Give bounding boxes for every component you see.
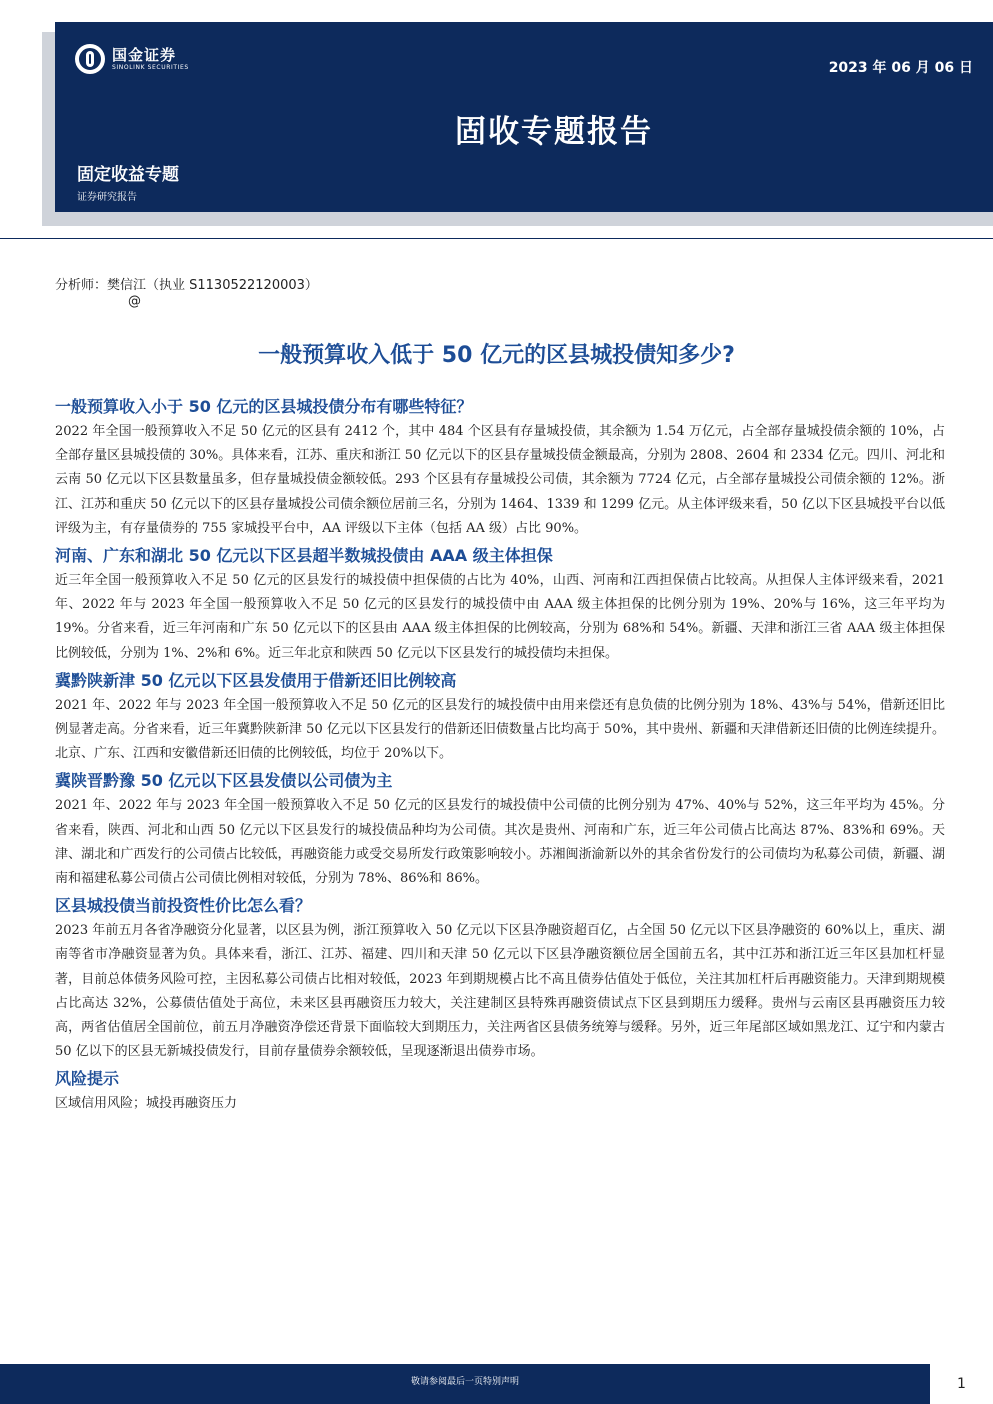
header-banner [55, 22, 993, 212]
report-date: 2023 年 06 月 06 日 [828, 60, 973, 76]
section-heading: 河南、广东和湖北 50 亿元以下区县超半数城投债由 AAA 级主体担保 [55, 546, 553, 566]
report-type-title: 固收专题报告 [455, 114, 653, 150]
analyst-email: @ [128, 294, 141, 309]
section-paragraph: 2023 年前五月各省净融资分化显著，以区县为例，浙江预算收入 50 亿元以下区县净融资超百亿，占全国 50 亿元以下区县净融资的 60%以上，重庆、湖南等省市净融资显著为负。具体来看，浙江、江苏、福建、四川和天津 50 亿元以下区县净融资额位居全国前五名，其中江苏和浙江近三年区县加杠杆显著，目前总体债务风险可控，主因私募公司债占比相对较低，2023 年到期规模占比不高且债券估值处于低位，关注其加杠杆后再融资能力。天津到期规模占比高达 32%，公募债估值处于高位，未来区县再融资压力较大，关注建制区县特殊再融资债试点下区县到期压力缓释。贵州与云南区县再融资压力较高，两省估值居全国前位，前五月净融资净偿还背景下面临较大到期压力，关注两省区县债务统筹与缓释。另外，近三年尾部区域如黑龙江、辽宁和内蒙古 50 亿以下的区县无新城投债发行，目前存量债券余额较低，呈现逐渐退出债券市场。 [55, 923, 945, 1060]
section-paragraph: 2022 年全国一般预算收入不足 50 亿元的区县有 2412 个，其中 484 个区县有存量城投债，其余额为 1.54 万亿元，占全部存量城投债余额的 10%，占全部存量区县城投债的 30%。具体来看，江苏、重庆和浙江 50 亿元以下的区县存量城投债金额最高，分别为 2808、2604 和 2334 亿元。四川、河北和云南 50 亿元以下区县数量虽多，但存量城投债金额较低。293 个区县有存量城投公司债，其余额为 7724 亿元，占全部存量城投公司债余额的 12%。浙江、江苏和重庆 50 亿元以下的区县存量城投公司债余额位居前三名，分别为 1464、1339 和 1299 亿元。从主体评级来看，50 亿以下区县城投平台以低评级为主，有存量债券的 755 家城投平台中，AA 评级以下主体（包括 AA 级）占比 90%。 [55, 424, 945, 536]
logo-name-en: SINOLINK SECURITIES [112, 64, 189, 71]
logo-name-cn: 国金证券 [112, 46, 177, 64]
section-heading: 区县城投债当前投资性价比怎么看？ [55, 896, 312, 916]
risk-heading: 风险提示 [55, 1069, 120, 1089]
section-paragraph: 2021 年、2022 年与 2023 年全国一般预算收入不足 50 亿元的区县发行的城投债中公司债的比例分别为 47%、40%与 52%，这三年平均为 45%。分省来看，陕西、河北和山西 50 亿元以下区县发行的城投债品种均为公司债。其次是贵州、河南和广东，近三年公司债占比高达 87%、83%和 69%。天津、湖北和广西发行的公司债占比较低，再融资能力或受交易所发行政策影响较小。苏湘闽浙渝新以外的其余省份发行的公司债均为私募公司债，新疆、湖南和福建私募公司债占公司债比例相对较低，分别为 78%、86%和 86%。 [55, 798, 945, 887]
section-paragraph: 近三年全国一般预算收入不足 50 亿元的区县发行的城投债中担保债的占比为 40%，山西、河南和江西担保债占比较高。从担保人主体评级来看，2021 年、2022 年与 2023 年全国一般预算收入不足 50 亿元的区县发行的城投债中由 AAA 级主体担保的比例分别为 19%、20%与 16%，这三年平均为 19%。分省来看，近三年河南和广东 50 亿元以下的区县由 AAA 级主体担保的比例较高，分别为 68%和 54%。新疆、天津和浙江三省 AAA 级主体担保比例较低，分别为 1%、2%和 6%。近三年北京和陕西 50 亿元以下区县发行的城投债均未担保。 [55, 573, 945, 661]
analyst-info: 分析师：樊信江（执业 S1130522120003） [55, 278, 318, 293]
report-body [55, 394, 945, 1119]
report-subcategory: 证券研究报告 [77, 192, 137, 203]
footer-bar [0, 1364, 930, 1404]
risk-paragraph: 区域信用风险；城投再融资压力 [55, 1096, 238, 1112]
company-logo [75, 44, 189, 74]
section-paragraph: 2021 年、2022 年与 2023 年全国一般预算收入不足 50 亿元的区县发行的城投债中由用来偿还有息负债的比例分别为 18%、43%与 54%，借新还旧比例显著走高。分省来看，近三年冀黔陕新津 50 亿元以下区县发行的借新还旧债数量占比均高于 50%，其中贵州、新疆和天津借新还旧债的比例连续提升。北京、广东、江西和安徽借新还旧债的比例较低，均位于 20%以下。 [55, 697, 945, 762]
page-number: 1 [957, 1376, 966, 1392]
section-heading: 一般预算收入小于 50 亿元的区县城投债分布有哪些特征？ [55, 397, 473, 416]
page-title: 一般预算收入低于 50 亿元的区县城投债知多少? [258, 343, 735, 368]
section-heading: 冀黔陕新津 50 亿元以下区县发债用于借新还旧比例较高 [55, 670, 457, 690]
report-category: 固定收益专题 [77, 165, 179, 185]
logo-mark-icon [75, 44, 105, 74]
footer-disclaimer: 敬请参阅最后一页特别声明 [410, 1377, 519, 1387]
header-divider [0, 238, 993, 239]
section-heading: 冀陕晋黔豫 50 亿元以下区县发债以公司债为主 [55, 771, 393, 791]
